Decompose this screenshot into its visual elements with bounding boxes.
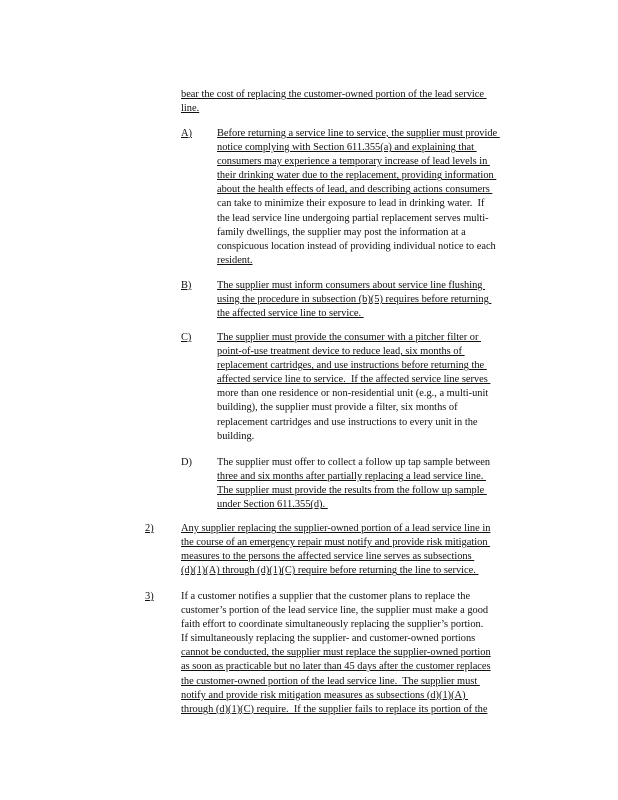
item-marker-label: D) <box>181 457 192 468</box>
text-line: conspicuous location instead of providing individual notice to each <box>217 240 496 252</box>
item-marker-label: A) <box>181 128 192 139</box>
text-line: customer’s portion of the lead service line, the supplier must make a good <box>181 605 489 617</box>
text-line: faith effort to coordinate simultaneously replacing the supplier’s portion. <box>181 619 484 631</box>
text-line: the lead service line undergoing partial replacement serves multi- <box>217 212 489 224</box>
text-line: measures to the persons the affected service line serves as subsections <box>181 551 475 563</box>
item-b-marker <box>181 279 191 293</box>
text-line: The supplier must provide the results from the follow up sample <box>217 485 487 497</box>
text-line: building), the supplier must provide a filter, six months of <box>217 402 458 414</box>
text-line: affected service line to service. If the affected service line serves <box>217 374 491 386</box>
text-line: building. <box>217 430 255 442</box>
text-line: through (d)(1)(C) require. If the supplier fails to replace its portion of the <box>181 703 488 715</box>
text-line: Before returning a service line to service, the supplier must provide <box>217 128 500 139</box>
item-marker-label: 2) <box>145 523 154 534</box>
text-line: the affected service line to service. <box>217 308 364 320</box>
item-d-paragraph <box>217 456 490 512</box>
item-2-marker <box>145 522 154 536</box>
text-line: (d)(1)(A) through (d)(1)(C) require before returning the line to service. <box>181 565 479 577</box>
text-line: notice complying with Section 611.355(a) and explaining that <box>217 142 477 154</box>
text-line: consumers may experience a temporary increase of lead levels in <box>217 156 490 168</box>
text-line: family dwellings, the supplier may post the information at a <box>217 226 466 238</box>
text-line: as soon as practicable but no later than 45 days after the customer replaces <box>181 661 491 673</box>
text-line: more than one residence or non-residential unit (e.g., a multi-unit <box>217 388 489 400</box>
item-3-paragraph <box>181 590 491 717</box>
text-line: replacement cartridges, and use instructions before returning the <box>217 360 487 372</box>
item-a-paragraph <box>217 127 500 268</box>
text-line: their drinking water due to the replacement, providing information <box>217 170 497 182</box>
text-line: cannot be conducted, the supplier must replace the supplier-owned portion <box>181 647 491 659</box>
text-line: replacement cartridges and use instructions to every unit in the <box>217 416 478 428</box>
text-line: point-of-use treatment device to reduce lead, six months of <box>217 346 465 358</box>
item-marker-label: 3) <box>145 591 154 602</box>
text-line: If simultaneously replacing the supplier- and customer-owned portions <box>181 633 476 645</box>
item-d-marker <box>181 456 192 470</box>
text-line: The supplier must inform consumers about service line flushing <box>217 280 486 291</box>
item-c-marker <box>181 331 191 345</box>
intro-paragraph <box>181 88 487 116</box>
text-line: about the health effects of lead, and describing actions consumers <box>217 184 493 196</box>
text-line: Any supplier replacing the supplier-owned portion of a lead service line in <box>181 523 491 534</box>
text-line: the customer-owned portion of the lead service line. The supplier must <box>181 675 480 687</box>
item-a-marker <box>181 127 192 141</box>
text-line: using the procedure in subsection (b)(5) requires before returning <box>217 294 492 306</box>
text-line: resident. <box>217 254 253 266</box>
text-line: bear the cost of replacing the customer-owned portion of the lead service <box>181 89 487 100</box>
item-b-paragraph <box>217 279 491 321</box>
text-line: line. <box>181 103 200 115</box>
item-3-marker <box>145 590 154 604</box>
text-line: under Section 611.355(d). <box>217 499 328 511</box>
item-c-paragraph <box>217 331 490 444</box>
text-line: The supplier must offer to collect a follow up tap sample between <box>217 457 491 468</box>
text-line: can take to minimize their exposure to lead in drinking water. If <box>217 198 485 210</box>
text-line: notify and provide risk mitigation measures as subsections (d)(1)(A) <box>181 689 469 701</box>
text-line: If a customer notifies a supplier that the customer plans to replace the <box>181 591 471 602</box>
item-marker-label: B) <box>181 280 192 291</box>
text-line: three and six months after partially replacing a lead service line. <box>217 471 486 483</box>
item-marker-label: C) <box>181 332 192 343</box>
item-2-paragraph <box>181 522 490 578</box>
text-line: The supplier must provide the consumer with a pitcher filter or <box>217 332 482 343</box>
text-line: the course of an emergency repair must notify and provide risk mitigation <box>181 537 491 549</box>
